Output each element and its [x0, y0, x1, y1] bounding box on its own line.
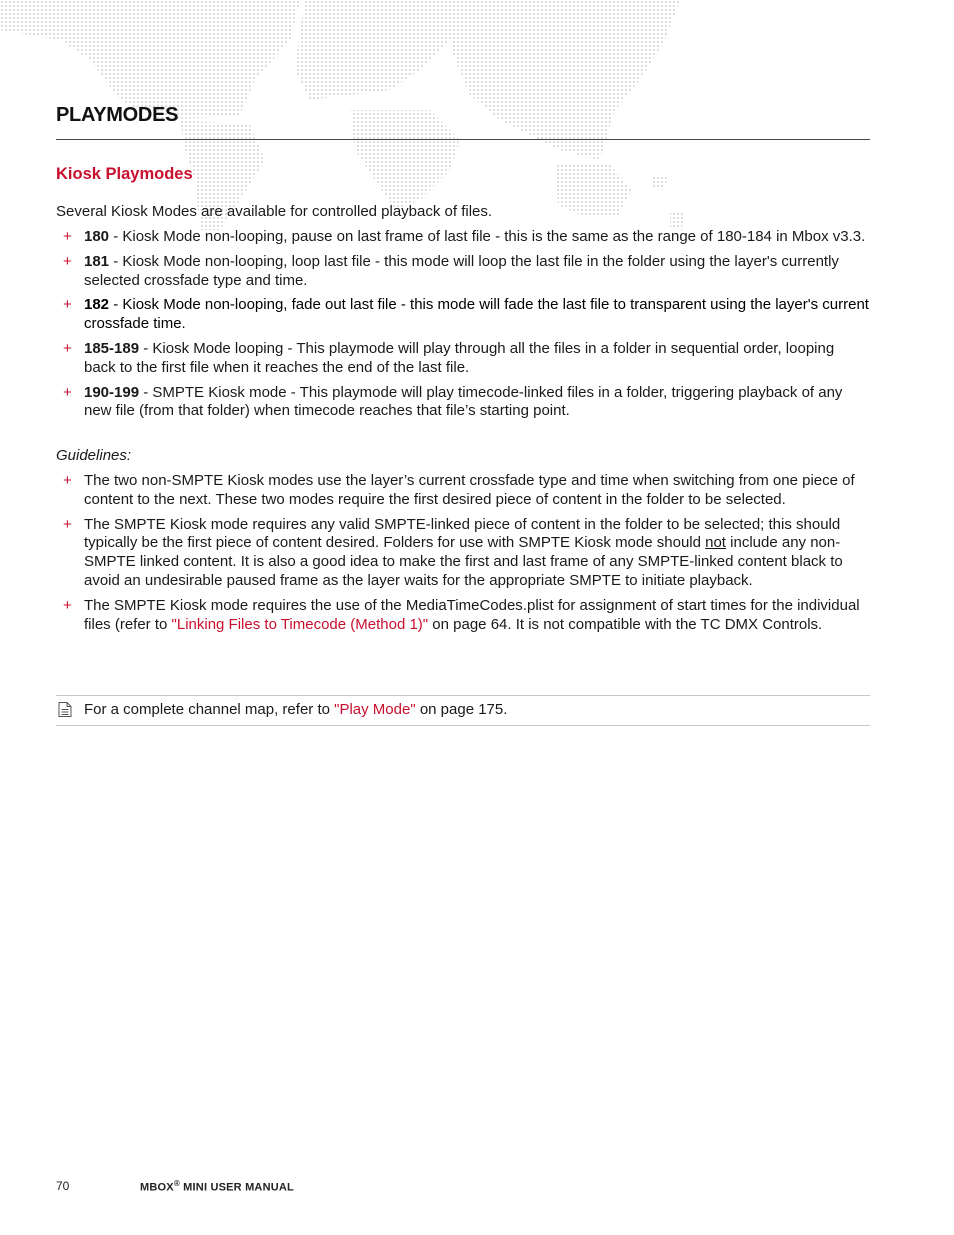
manual-title — [140, 1179, 294, 1194]
manual-product: MBOX — [140, 1181, 174, 1194]
list-item — [56, 340, 870, 378]
mode-description: - Kiosk Mode non-looping, pause on last frame of last file - this is the same as the range of 180-184 in Mbox v3.3. — [109, 228, 866, 245]
guidelines-list — [56, 472, 870, 640]
page-number: 70 — [56, 1179, 70, 1193]
mode-code: 185-189 — [84, 339, 140, 357]
plus-bullet-icon: + — [63, 252, 72, 270]
page-title: PLAYMODES — [56, 104, 179, 126]
plus-bullet-icon: + — [63, 228, 72, 245]
section-heading: Kiosk Playmodes — [56, 165, 193, 183]
list-item — [56, 253, 870, 291]
mode-code: 181 — [84, 252, 110, 270]
note-suffix: on page 175. — [415, 701, 508, 718]
list-item — [56, 228, 870, 247]
plus-bullet-icon: + — [63, 596, 72, 614]
plus-bullet-icon: + — [63, 339, 72, 357]
plus-bullet-icon: + — [63, 296, 72, 314]
plus-bullet-icon: + — [63, 515, 72, 533]
mode-code: 190-199 — [84, 383, 140, 401]
guideline-text: The SMPTE Kiosk mode requires the use of the MediaTimeCodes.plist for assignment of start times for the individual files (refer to — [84, 596, 860, 633]
registered-mark: ® — [173, 1179, 180, 1188]
mode-list — [56, 228, 870, 427]
note-box — [56, 695, 870, 726]
manual-suffix: MINI USER MANUAL — [179, 1181, 294, 1194]
mode-description: - Kiosk Mode non-looping, fade out last file - this mode will fade the last file to transparent using the layer's current crossfade time. — [84, 296, 869, 333]
linking-files-link[interactable]: "Linking Files to Timecode (Method 1)" — [171, 615, 429, 633]
note-text — [84, 701, 507, 718]
play-mode-link[interactable]: "Play Mode" — [334, 701, 416, 718]
list-item — [56, 597, 870, 635]
plus-bullet-icon: + — [63, 472, 72, 489]
list-item — [56, 296, 870, 334]
title-rule — [56, 139, 870, 140]
note-icon — [58, 702, 72, 717]
guideline-text: The two non-SMPTE Kiosk modes use the layer’s current crossfade type and time when switching from one piece of content to the next. These two modes require the first desired piece of content in the folder to be selected. — [84, 472, 855, 508]
guideline-text: include any non-SMPTE linked content. It is also a good idea to make the first and last frame of any SMPTE-linked content black to avoid an undesirable paused frame as the layer waits for the appropriate SMPTE to initiate playback. — [84, 534, 843, 589]
emphasis-not: not — [705, 534, 726, 552]
list-item — [56, 472, 870, 510]
intro-text: Several Kiosk Modes are available for controlled playback of files. — [56, 203, 493, 220]
note-prefix: For a complete channel map, refer to — [84, 701, 335, 718]
list-item — [56, 516, 870, 591]
mode-description: - SMPTE Kiosk mode - This playmode will play timecode-linked files in a folder, triggering playback of any new file (from that folder) when timecode reaches that file’s starting point. — [84, 383, 843, 420]
mode-code: 182 — [84, 296, 110, 314]
guideline-text: The SMPTE Kiosk mode requires any valid SMPTE-linked piece of content in the folder to be selected; this should typically be the first piece of content desired. Folders for use with SMPTE Kiosk mode should — [84, 515, 841, 552]
guidelines-label: Guidelines: — [56, 447, 132, 464]
mode-code: 180 — [84, 228, 110, 245]
mode-description: - Kiosk Mode non-looping, loop last file - this mode will loop the last file in the folder using the layer's currently selected crossfade type and time. — [84, 252, 839, 289]
mode-description: - Kiosk Mode looping - This playmode will play through all the files in a folder in sequential order, looping back to the first file when it reaches the end of the last file. — [84, 339, 835, 376]
guideline-text: on page 64. It is not compatible with the TC DMX Controls. — [428, 615, 823, 633]
list-item — [56, 384, 870, 422]
plus-bullet-icon: + — [63, 383, 72, 401]
